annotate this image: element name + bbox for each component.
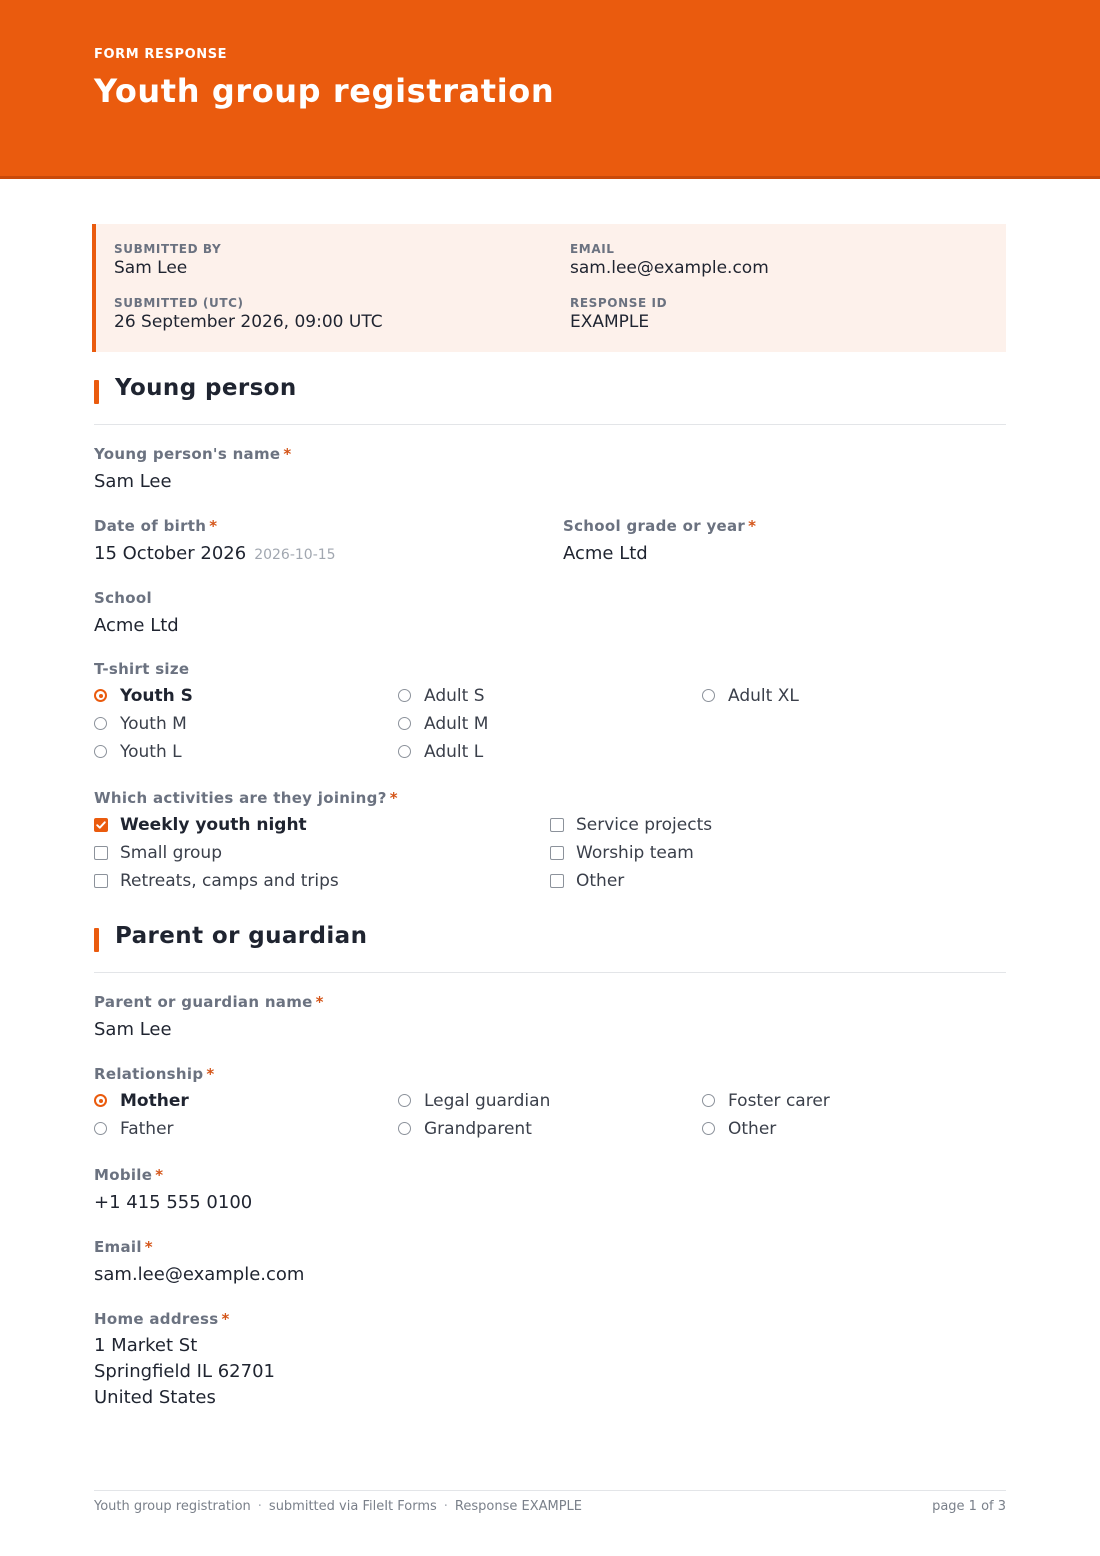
response-id bbox=[570, 296, 667, 333]
option-label: Adult S bbox=[424, 686, 485, 706]
checkbox-icon bbox=[550, 818, 564, 832]
radio-icon bbox=[702, 1122, 715, 1135]
field-parent-name bbox=[94, 993, 324, 1043]
page-number: page 1 of 3 bbox=[932, 1499, 1006, 1514]
footer-separator: · bbox=[257, 1499, 262, 1514]
radio-icon bbox=[94, 745, 107, 758]
submitted-utc bbox=[114, 296, 383, 333]
field-mobile bbox=[94, 1166, 252, 1216]
submitted-by bbox=[114, 242, 221, 279]
option-label: Weekly youth night bbox=[120, 815, 307, 835]
field-label: Mobile * bbox=[94, 1166, 164, 1184]
option-label: Youth M bbox=[120, 714, 187, 734]
required-marker: * bbox=[389, 789, 398, 807]
radio-icon bbox=[94, 1122, 107, 1135]
radio-selected-icon bbox=[94, 689, 107, 702]
option-label: Worship team bbox=[576, 843, 694, 863]
field-value: Acme Ltd bbox=[94, 615, 179, 636]
option-label: Father bbox=[120, 1119, 174, 1139]
checkbox-icon bbox=[550, 846, 564, 860]
header-eyebrow: FORM RESPONSE bbox=[94, 47, 228, 62]
required-marker: * bbox=[221, 1310, 230, 1328]
checkbox-icon bbox=[94, 874, 108, 888]
field-label: Date of birth * bbox=[94, 517, 218, 535]
field-value: 15 October 2026 2026-10-15 bbox=[94, 543, 336, 564]
section-accent-bar bbox=[94, 380, 99, 404]
page-title: Youth group registration bbox=[94, 72, 555, 110]
option-label: Adult XL bbox=[728, 686, 799, 706]
address-block bbox=[94, 1333, 275, 1411]
footer-response: Response EXAMPLE bbox=[454, 1499, 583, 1514]
iso-date: 2026-10-15 bbox=[254, 547, 336, 563]
section-accent-bar bbox=[94, 928, 99, 952]
field-relationship bbox=[94, 1065, 215, 1083]
field-young-person-name bbox=[94, 445, 292, 495]
option-label: Retreats, camps and trips bbox=[120, 871, 339, 891]
required-marker: * bbox=[315, 993, 324, 1011]
response-id-value: EXAMPLE bbox=[570, 312, 650, 332]
section-young-person bbox=[94, 375, 1006, 425]
field-value: sam.lee@example.com bbox=[94, 1264, 305, 1285]
submitted-by-value: Sam Lee bbox=[114, 258, 188, 278]
email-value: sam.lee@example.com bbox=[570, 258, 769, 278]
radio-icon bbox=[398, 1094, 411, 1107]
radio-icon bbox=[398, 689, 411, 702]
footer-via: submitted via FileIt Forms bbox=[268, 1499, 437, 1514]
radio-icon bbox=[702, 689, 715, 702]
submitted-utc-label: SUBMITTED (UTC) bbox=[114, 296, 244, 310]
option-label: Adult M bbox=[424, 714, 489, 734]
field-label: T-shirt size bbox=[94, 660, 190, 678]
required-marker: * bbox=[283, 445, 292, 463]
field-school-grade bbox=[563, 517, 756, 567]
option-label: Mother bbox=[120, 1091, 189, 1111]
section-title: Parent or guardian bbox=[115, 923, 368, 949]
field-label: School grade or year * bbox=[563, 517, 757, 535]
field-value: Acme Ltd bbox=[563, 543, 648, 564]
required-marker: * bbox=[748, 517, 757, 535]
option-label: Legal guardian bbox=[424, 1091, 551, 1111]
footer-separator: · bbox=[443, 1499, 448, 1514]
field-label: Home address * bbox=[94, 1310, 230, 1328]
radio-selected-icon bbox=[94, 1094, 107, 1107]
option-label: Other bbox=[576, 871, 625, 891]
page-footer bbox=[94, 1490, 1006, 1521]
field-value: Sam Lee bbox=[94, 1019, 172, 1040]
address-line: Springfield IL 62701 bbox=[94, 1361, 275, 1382]
field-label: School bbox=[94, 589, 152, 607]
footer-form-name: Youth group registration bbox=[94, 1499, 251, 1514]
option-label: Adult L bbox=[424, 742, 484, 762]
required-marker: * bbox=[144, 1238, 153, 1256]
required-marker: * bbox=[155, 1166, 164, 1184]
field-label: Which activities are they joining? * bbox=[94, 789, 398, 807]
field-label: Parent or guardian name * bbox=[94, 993, 324, 1011]
option-label: Foster carer bbox=[728, 1091, 830, 1111]
footer-info bbox=[94, 1499, 582, 1514]
field-label: Email * bbox=[94, 1238, 153, 1256]
option-label: Youth L bbox=[120, 742, 182, 762]
radio-icon bbox=[398, 745, 411, 758]
radio-icon bbox=[702, 1094, 715, 1107]
field-label: Relationship * bbox=[94, 1065, 215, 1083]
radio-icon bbox=[398, 1122, 411, 1135]
option-label: Service projects bbox=[576, 815, 713, 835]
page-header bbox=[0, 0, 1100, 179]
email-label: EMAIL bbox=[570, 242, 615, 256]
required-marker: * bbox=[209, 517, 218, 535]
option-label: Small group bbox=[120, 843, 222, 863]
submitter-email bbox=[570, 242, 769, 279]
field-value: +1 415 555 0100 bbox=[94, 1192, 253, 1213]
field-school bbox=[94, 589, 179, 639]
checkbox-checked-icon bbox=[94, 818, 108, 832]
field-parent-email bbox=[94, 1238, 304, 1288]
section-title: Young person bbox=[115, 375, 297, 401]
option-label: Other bbox=[728, 1119, 777, 1139]
address-line: 1 Market St bbox=[94, 1335, 198, 1356]
checkbox-icon bbox=[94, 846, 108, 860]
submitted-by-label: SUBMITTED BY bbox=[114, 242, 222, 256]
field-activities bbox=[94, 789, 398, 807]
response-id-label: RESPONSE ID bbox=[570, 296, 668, 310]
option-label: Grandparent bbox=[424, 1119, 532, 1139]
radio-icon bbox=[94, 717, 107, 730]
field-tshirt-size bbox=[94, 660, 189, 678]
submitted-utc-value: 26 September 2026, 09:00 UTC bbox=[114, 312, 383, 332]
checkbox-icon bbox=[550, 874, 564, 888]
section-parent-guardian bbox=[94, 923, 1006, 973]
field-home-address bbox=[94, 1310, 275, 1411]
field-date-of-birth bbox=[94, 517, 336, 568]
field-label: Young person's name * bbox=[94, 445, 292, 463]
field-value: Sam Lee bbox=[94, 471, 172, 492]
radio-icon bbox=[398, 717, 411, 730]
option-label: Youth S bbox=[120, 686, 193, 706]
submission-meta-panel bbox=[92, 224, 1006, 352]
required-marker: * bbox=[206, 1065, 215, 1083]
address-line: United States bbox=[94, 1387, 216, 1408]
